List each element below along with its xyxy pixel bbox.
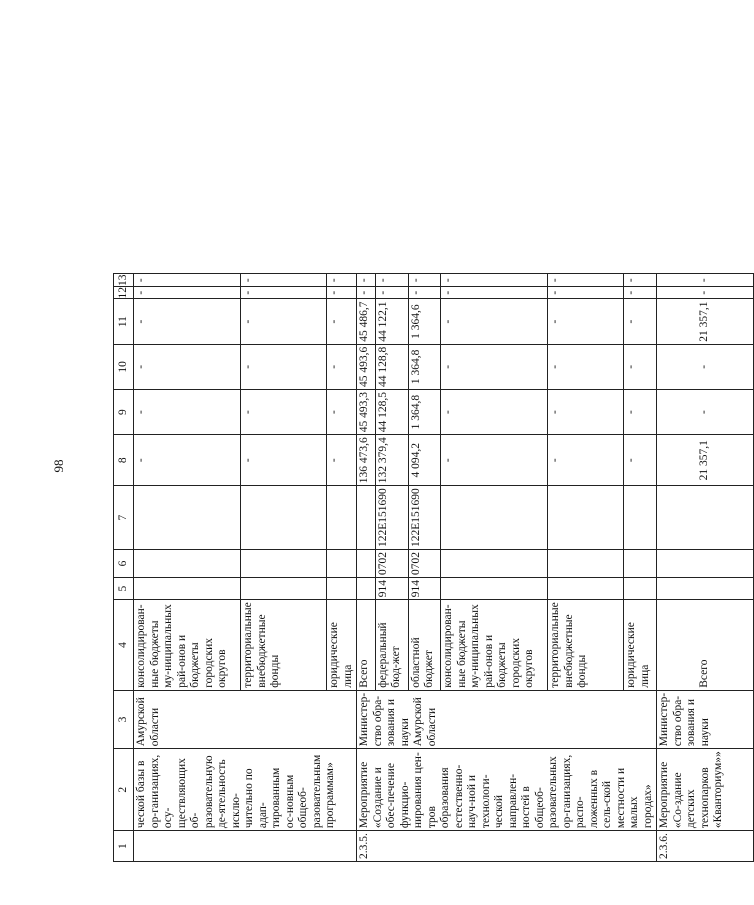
value-cell-v9: - (327, 389, 357, 434)
value-cell-c6: 0702 (408, 550, 441, 578)
value-cell-v13: - (357, 274, 376, 287)
value-cell-v10: - (441, 344, 548, 389)
value-cell-c6 (441, 550, 548, 578)
funding-source-cell: Всего (357, 600, 376, 691)
value-cell-v11: 44 122,1 (375, 299, 408, 344)
value-cell-v8: 21 357,1 (657, 435, 754, 486)
value-cell-v9: - (548, 389, 624, 434)
value-cell-v8: - (624, 435, 657, 486)
table-row (357, 274, 376, 862)
value-cell-c6: 0702 (375, 550, 408, 578)
value-cell-c7: 122E151690 (375, 486, 408, 550)
column-number-cell: 8 (114, 435, 134, 486)
value-cell-c5: 914 (375, 578, 408, 600)
value-cell-v13: - (408, 274, 441, 287)
value-cell-v10: - (134, 344, 241, 389)
value-cell-v13: - (624, 274, 657, 287)
value-cell-c6 (357, 550, 376, 578)
funding-source-cell: Всего (657, 600, 754, 691)
funding-source-cell: консолидирован-ные бюджеты му-ниципальных рай-онов и бюджеты городских округов (134, 600, 241, 691)
value-cell-c5 (624, 578, 657, 600)
value-cell-c5: 914 (408, 578, 441, 600)
value-cell-v13: - (548, 274, 624, 287)
value-cell-v8: - (327, 435, 357, 486)
measure-cell: ческой базы в ор-ганизациях, осу-ществляющих об-разовательную де-ятельность исклю-чительно по адап-тированным ос-новным общеоб-разовательным программам» (134, 749, 357, 831)
value-cell-v10: - (657, 344, 754, 389)
value-cell-v9: - (624, 389, 657, 434)
value-cell-c7 (548, 486, 624, 550)
value-cell-c5 (134, 578, 241, 600)
value-cell-v9: 1 364,8 (408, 389, 441, 434)
rotated-table-wrapper (113, 273, 754, 862)
column-number-cell: 2 (114, 749, 134, 831)
value-cell-v11: - (441, 299, 548, 344)
column-number-cell: 5 (114, 578, 134, 600)
value-cell-c6 (134, 550, 241, 578)
value-cell-v12: - (357, 286, 376, 299)
value-cell-v11: 1 364,6 (408, 299, 441, 344)
table-body (114, 274, 754, 862)
value-cell-v13: - (241, 274, 327, 287)
table-row (657, 274, 754, 862)
executor-cell: Амурской области (134, 690, 357, 749)
funding-source-cell: федеральный бюд-жет (375, 600, 408, 691)
column-number-cell: 6 (114, 550, 134, 578)
value-cell-v8: - (441, 435, 548, 486)
value-cell-c6 (327, 550, 357, 578)
value-cell-v11: - (548, 299, 624, 344)
value-cell-v12: - (408, 286, 441, 299)
value-cell-c6 (548, 550, 624, 578)
item-number-cell (134, 831, 357, 862)
value-cell-v9: - (657, 389, 754, 434)
value-cell-c6 (241, 550, 327, 578)
column-number-cell: 11 (114, 299, 134, 344)
item-number-cell: 2.3.5. (357, 831, 657, 862)
value-cell-v8: 132 379,4 (375, 435, 408, 486)
value-cell-c6 (657, 550, 754, 578)
value-cell-c7 (241, 486, 327, 550)
value-cell-v12: - (441, 286, 548, 299)
column-number-cell: 10 (114, 344, 134, 389)
value-cell-v13: - (441, 274, 548, 287)
value-cell-v13: - (327, 274, 357, 287)
funding-source-cell: консолидирован-ные бюджеты му-ниципальных рай-онов и бюджеты городских округов (441, 600, 548, 691)
column-number-cell: 12 (114, 286, 134, 299)
value-cell-v8: 4 094,2 (408, 435, 441, 486)
value-cell-v10: 1 364,8 (408, 344, 441, 389)
value-cell-v10: - (548, 344, 624, 389)
column-number-cell: 1 (114, 831, 134, 862)
value-cell-v12: - (548, 286, 624, 299)
measure-cell: Мероприятие «Со-здание детских технопарков «Кванториум»» (657, 749, 754, 831)
column-number-cell: 13 (114, 274, 134, 287)
value-cell-v10: 45 493,6 (357, 344, 376, 389)
value-cell-v11: - (327, 299, 357, 344)
funding-source-cell: юридические лица (327, 600, 357, 691)
funding-source-cell: территориальные внебюджетные фонды (241, 600, 327, 691)
value-cell-v13: - (657, 274, 754, 287)
column-number-row (114, 274, 134, 862)
value-cell-c7 (357, 486, 376, 550)
value-cell-c5 (327, 578, 357, 600)
value-cell-c7 (327, 486, 357, 550)
value-cell-v10: - (327, 344, 357, 389)
funding-source-cell: территориальные внебюджетные фонды (548, 600, 624, 691)
page-number: 98 (51, 459, 66, 473)
value-cell-v11: - (624, 299, 657, 344)
column-number-cell: 7 (114, 486, 134, 550)
value-cell-c7 (624, 486, 657, 550)
executor-cell: Министер-ство обра-зования и науки (657, 690, 754, 749)
value-cell-c5 (548, 578, 624, 600)
value-cell-v8: - (548, 435, 624, 486)
table-row (134, 274, 241, 862)
value-cell-v10: - (624, 344, 657, 389)
value-cell-v9: - (241, 389, 327, 434)
item-number-cell: 2.3.6. (657, 831, 754, 862)
value-cell-v9: - (441, 389, 548, 434)
executor-cell: Министер-ство обра-зования и науки Амурской области (357, 690, 657, 749)
value-cell-c7: 122E151690 (408, 486, 441, 550)
column-number-cell: 4 (114, 600, 134, 691)
value-cell-v11: 45 486,7 (357, 299, 376, 344)
value-cell-v11: - (134, 299, 241, 344)
value-cell-c5 (241, 578, 327, 600)
value-cell-v12: - (375, 286, 408, 299)
value-cell-c7 (134, 486, 241, 550)
column-number-cell: 9 (114, 389, 134, 434)
value-cell-v8: - (241, 435, 327, 486)
value-cell-v11: 21 357,1 (657, 299, 754, 344)
value-cell-c5 (441, 578, 548, 600)
value-cell-v12: - (241, 286, 327, 299)
value-cell-v8: - (134, 435, 241, 486)
column-number-cell: 3 (114, 690, 134, 749)
value-cell-v9: 45 493,3 (357, 389, 376, 434)
value-cell-v12: - (657, 286, 754, 299)
value-cell-v13: - (375, 274, 408, 287)
value-cell-v10: 44 128,8 (375, 344, 408, 389)
value-cell-v8: 136 473,6 (357, 435, 376, 486)
value-cell-v12: - (327, 286, 357, 299)
value-cell-c7 (657, 486, 754, 550)
value-cell-c5 (657, 578, 754, 600)
funding-source-cell: юридические лица (624, 600, 657, 691)
value-cell-v9: - (134, 389, 241, 434)
funding-source-cell: областной бюджет (408, 600, 441, 691)
value-cell-v9: 44 128,5 (375, 389, 408, 434)
value-cell-v11: - (241, 299, 327, 344)
value-cell-v10: - (241, 344, 327, 389)
value-cell-c7 (441, 486, 548, 550)
value-cell-c6 (624, 550, 657, 578)
measure-cell: Мероприятие «Создание и обес-печение функцио-нирования цен-тров образования естественно-науч-ной и технологи-ческой направлен-ностей в общеоб-разовательных ор-ганизациях, распо-ложенных в сель-ской местности и малых городах» (357, 749, 657, 831)
value-cell-v13: - (134, 274, 241, 287)
value-cell-c5 (357, 578, 376, 600)
value-cell-v12: - (624, 286, 657, 299)
value-cell-v12: - (134, 286, 241, 299)
budget-table (113, 273, 754, 862)
